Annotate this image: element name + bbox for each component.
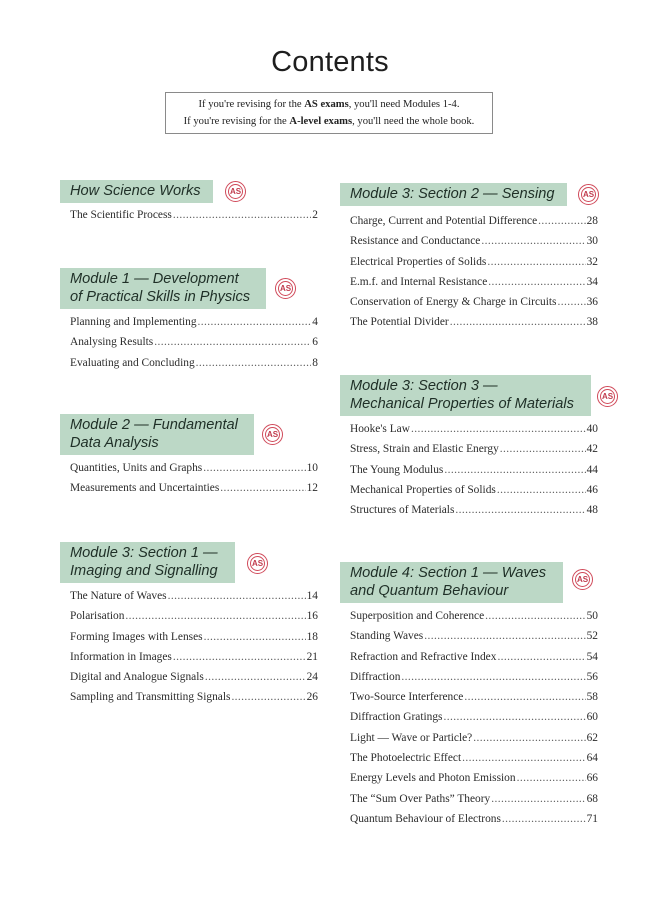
dot-leader — [517, 772, 586, 784]
contents-entry[interactable] — [350, 256, 598, 276]
notice-emphasis: AS exams — [304, 99, 349, 110]
dot-leader — [557, 296, 585, 308]
dot-leader — [497, 651, 585, 663]
dot-leader — [502, 813, 586, 825]
entry-page-number: 14 — [306, 590, 318, 602]
contents-entry[interactable] — [350, 630, 598, 650]
dot-leader — [444, 464, 585, 476]
entry-title: Analysing Results — [70, 336, 154, 349]
entry-title: Diffraction — [350, 670, 401, 683]
section-heading-text: Module 4: Section 1 — Waves — [350, 565, 547, 581]
entry-title: Superposition and Coherence — [350, 610, 485, 622]
contents-entry[interactable] — [70, 610, 318, 630]
section-heading-text: Module 3: Section 1 — — [70, 545, 218, 561]
entry-page-number: 44 — [586, 463, 598, 476]
as-badge-icon — [597, 386, 618, 407]
entry-page-number: 46 — [586, 483, 598, 496]
section-module-3-section-1 — [60, 542, 330, 704]
entry-title: E.m.f. and Internal Resistance — [350, 275, 488, 288]
contents-entry[interactable] — [70, 482, 318, 502]
as-badge-label: AS — [279, 284, 292, 293]
entry-page-number: 30 — [586, 235, 598, 248]
entry-title: The Photoelectric Effect — [350, 752, 462, 765]
dot-leader — [411, 423, 586, 435]
section-heading — [340, 375, 591, 416]
section-entries — [70, 316, 318, 377]
entry-title: Refraction and Refractive Index — [350, 650, 497, 663]
as-badge-label: AS — [251, 559, 264, 568]
entry-page-number: 12 — [306, 482, 318, 495]
dot-leader — [401, 671, 585, 683]
contents-entry[interactable] — [70, 316, 318, 336]
notice-text: If you're revising for the — [198, 99, 305, 110]
section-how-science-works — [60, 180, 330, 221]
entry-page-number: 32 — [586, 255, 598, 268]
entry-page-number: 66 — [586, 772, 598, 785]
contents-entry[interactable] — [70, 357, 318, 377]
entry-title: Planning and Implementing — [70, 316, 197, 328]
entry-title: Polarisation — [70, 610, 125, 623]
entry-title: Light — Wave or Particle? — [350, 731, 473, 744]
as-badge-icon — [247, 553, 268, 574]
entry-page-number: 6 — [312, 336, 318, 349]
dot-leader — [487, 256, 585, 268]
dot-leader — [198, 316, 312, 328]
entry-page-number: 56 — [586, 670, 598, 683]
entry-page-number: 34 — [586, 275, 598, 288]
notice-line-1 — [166, 96, 492, 113]
section-heading — [60, 180, 213, 203]
section-heading-text: Module 1 — Development — [70, 271, 239, 287]
section-heading — [60, 268, 266, 309]
as-badge-label: AS — [582, 190, 595, 199]
as-badge-label: AS — [576, 575, 589, 584]
entry-page-number: 60 — [586, 711, 598, 724]
notice-line-2 — [166, 113, 492, 130]
entry-page-number: 48 — [586, 504, 598, 517]
entry-title: Mechanical Properties of Solids — [350, 483, 496, 496]
section-heading-text: How Science Works — [70, 183, 201, 199]
section-entries — [350, 610, 598, 833]
entry-page-number: 42 — [586, 443, 598, 456]
dot-leader — [485, 610, 585, 622]
contents-entry[interactable] — [350, 772, 598, 792]
entry-page-number: 58 — [586, 691, 598, 704]
section-entries — [70, 462, 318, 503]
dot-leader — [231, 691, 305, 703]
entry-title: Stress, Strain and Elastic Energy — [350, 443, 499, 456]
entry-title: Hooke's Law — [350, 423, 410, 435]
entry-title: Quantum Behaviour of Electrons — [350, 812, 501, 825]
as-badge-label: AS — [229, 187, 242, 196]
contents-entry[interactable] — [70, 651, 318, 671]
contents-entry[interactable] — [70, 336, 318, 356]
section-module-3-section-3 — [340, 375, 614, 517]
section-entries — [350, 423, 598, 524]
entry-title: Information in Images — [70, 650, 172, 663]
entry-title: Energy Levels and Photon Emission — [350, 772, 516, 785]
dot-leader — [488, 276, 585, 288]
entry-page-number: 38 — [586, 316, 598, 329]
entry-title: Conservation of Energy & Charge in Circuits — [350, 296, 557, 309]
contents-entry[interactable] — [350, 464, 598, 484]
section-heading-text: Module 3: Section 3 — — [350, 378, 498, 394]
section-module-4-section-1 — [340, 562, 610, 825]
contents-entry[interactable] — [70, 590, 318, 610]
entry-page-number: 26 — [306, 691, 318, 704]
notice-text: , you'll need Modules 1-4. — [348, 99, 460, 110]
section-entries — [350, 215, 598, 337]
entry-title: The Scientific Process — [70, 209, 172, 221]
contents-entry[interactable] — [70, 671, 318, 691]
section-module-2 — [60, 414, 330, 495]
contents-entry[interactable] — [350, 651, 598, 671]
dot-leader — [497, 484, 586, 496]
entry-page-number: 2 — [312, 209, 318, 221]
contents-entry[interactable] — [350, 752, 598, 772]
entry-page-number: 50 — [586, 610, 598, 622]
contents-entry[interactable] — [350, 732, 598, 752]
entry-title: The “Sum Over Paths” Theory — [350, 792, 491, 805]
section-heading-text: of Practical Skills in Physics — [70, 289, 251, 305]
section-heading-text: Imaging and Signalling — [70, 563, 218, 579]
page-title: Contents — [271, 46, 389, 78]
contents-entry[interactable] — [70, 631, 318, 651]
dot-leader — [203, 462, 305, 474]
contents-entry[interactable] — [350, 235, 598, 255]
dot-leader — [462, 752, 585, 764]
contents-entry[interactable] — [350, 813, 598, 833]
entry-page-number: 62 — [586, 731, 598, 744]
contents-entry[interactable] — [350, 484, 598, 504]
entry-title: Diffraction Gratings — [350, 711, 443, 724]
entry-page-number: 24 — [306, 671, 318, 684]
dot-leader — [500, 443, 586, 455]
entry-page-number: 64 — [586, 752, 598, 765]
revision-notice — [165, 92, 493, 134]
notice-text: If you're revising for the — [183, 116, 290, 127]
entry-title: Quantities, Units and Graphs — [70, 462, 203, 474]
entry-title: Measurements and Uncertainties — [70, 482, 220, 495]
contents-entry[interactable] — [70, 691, 318, 711]
as-badge-label: AS — [601, 392, 614, 401]
dot-leader — [464, 691, 585, 703]
entry-title: The Potential Divider — [350, 316, 449, 329]
section-entries — [70, 590, 318, 712]
contents-entry[interactable] — [350, 296, 598, 316]
entry-page-number: 18 — [306, 630, 318, 643]
entry-title: Digital and Analogue Signals — [70, 671, 204, 684]
entry-title: Two-Source Interference — [350, 691, 464, 704]
entry-page-number: 28 — [586, 215, 598, 227]
entry-page-number: 8 — [312, 356, 318, 369]
section-module-1 — [60, 268, 330, 369]
section-heading-text: Module 2 — Fundamental — [70, 417, 238, 433]
section-heading — [340, 562, 563, 603]
entry-title: Evaluating and Concluding — [70, 356, 195, 369]
section-heading — [340, 183, 567, 206]
contents-entry[interactable] — [350, 443, 598, 463]
entry-title: Structures of Materials — [350, 504, 455, 517]
section-entries — [70, 209, 318, 229]
dot-leader — [125, 610, 305, 622]
entry-page-number: 16 — [306, 610, 318, 623]
dot-leader — [168, 590, 306, 602]
dot-leader — [473, 732, 585, 744]
entry-page-number: 71 — [586, 812, 598, 825]
contents-entry[interactable] — [350, 276, 598, 296]
entry-title: Standing Waves — [350, 630, 424, 643]
dot-leader — [481, 235, 585, 247]
as-badge-icon — [578, 184, 599, 205]
contents-entry[interactable] — [350, 316, 598, 336]
contents-entry[interactable] — [70, 209, 318, 229]
section-heading-text: Module 3: Section 2 — Sensing — [350, 186, 555, 202]
entry-title: Sampling and Transmitting Signals — [70, 691, 231, 704]
dot-leader — [154, 336, 311, 348]
entry-page-number: 21 — [306, 650, 318, 663]
contents-entry[interactable] — [350, 793, 598, 813]
entry-title: The Nature of Waves — [70, 590, 167, 602]
notice-emphasis: A-level exams — [289, 116, 353, 127]
contents-entry[interactable] — [350, 423, 598, 443]
entry-page-number: 52 — [586, 630, 598, 643]
contents-entry[interactable] — [350, 671, 598, 691]
contents-entry[interactable] — [350, 504, 598, 524]
contents-entry[interactable] — [350, 610, 598, 630]
as-badge-icon — [225, 181, 246, 202]
dot-leader — [538, 215, 585, 227]
contents-entry[interactable] — [350, 215, 598, 235]
as-badge-icon — [572, 569, 593, 590]
dot-leader — [173, 209, 311, 221]
dot-leader — [173, 651, 306, 663]
section-heading — [60, 542, 235, 583]
entry-page-number: 36 — [586, 296, 598, 309]
dot-leader — [455, 504, 585, 516]
dot-leader — [196, 357, 312, 369]
dot-leader — [424, 630, 585, 642]
dot-leader — [443, 711, 585, 723]
entry-page-number: 10 — [306, 462, 318, 474]
dot-leader — [204, 631, 306, 643]
entry-page-number: 54 — [586, 650, 598, 663]
contents-entry[interactable] — [350, 691, 598, 711]
section-heading-text: Mechanical Properties of Materials — [350, 396, 574, 412]
dot-leader — [220, 482, 305, 494]
entry-title: Resistance and Conductance — [350, 235, 481, 248]
dot-leader — [450, 316, 586, 328]
entry-page-number: 68 — [586, 792, 598, 805]
dot-leader — [205, 671, 306, 683]
dot-leader — [491, 793, 585, 805]
section-module-3-section-2 — [340, 183, 610, 329]
contents-entry[interactable] — [70, 462, 318, 482]
entry-title: The Young Modulus — [350, 463, 444, 476]
entry-title: Charge, Current and Potential Difference — [350, 215, 538, 227]
section-heading-text: and Quantum Behaviour — [350, 583, 509, 599]
as-badge-icon — [275, 278, 296, 299]
entry-page-number: 40 — [586, 423, 598, 435]
section-heading-text: Data Analysis — [70, 435, 159, 451]
notice-text: , you'll need the whole book. — [352, 116, 475, 127]
entry-title: Forming Images with Lenses — [70, 630, 203, 643]
as-badge-icon — [262, 424, 283, 445]
contents-entry[interactable] — [350, 711, 598, 731]
entry-title: Electrical Properties of Solids — [350, 255, 487, 268]
entry-page-number: 4 — [312, 316, 318, 328]
as-badge-label: AS — [266, 430, 279, 439]
section-heading — [60, 414, 254, 455]
